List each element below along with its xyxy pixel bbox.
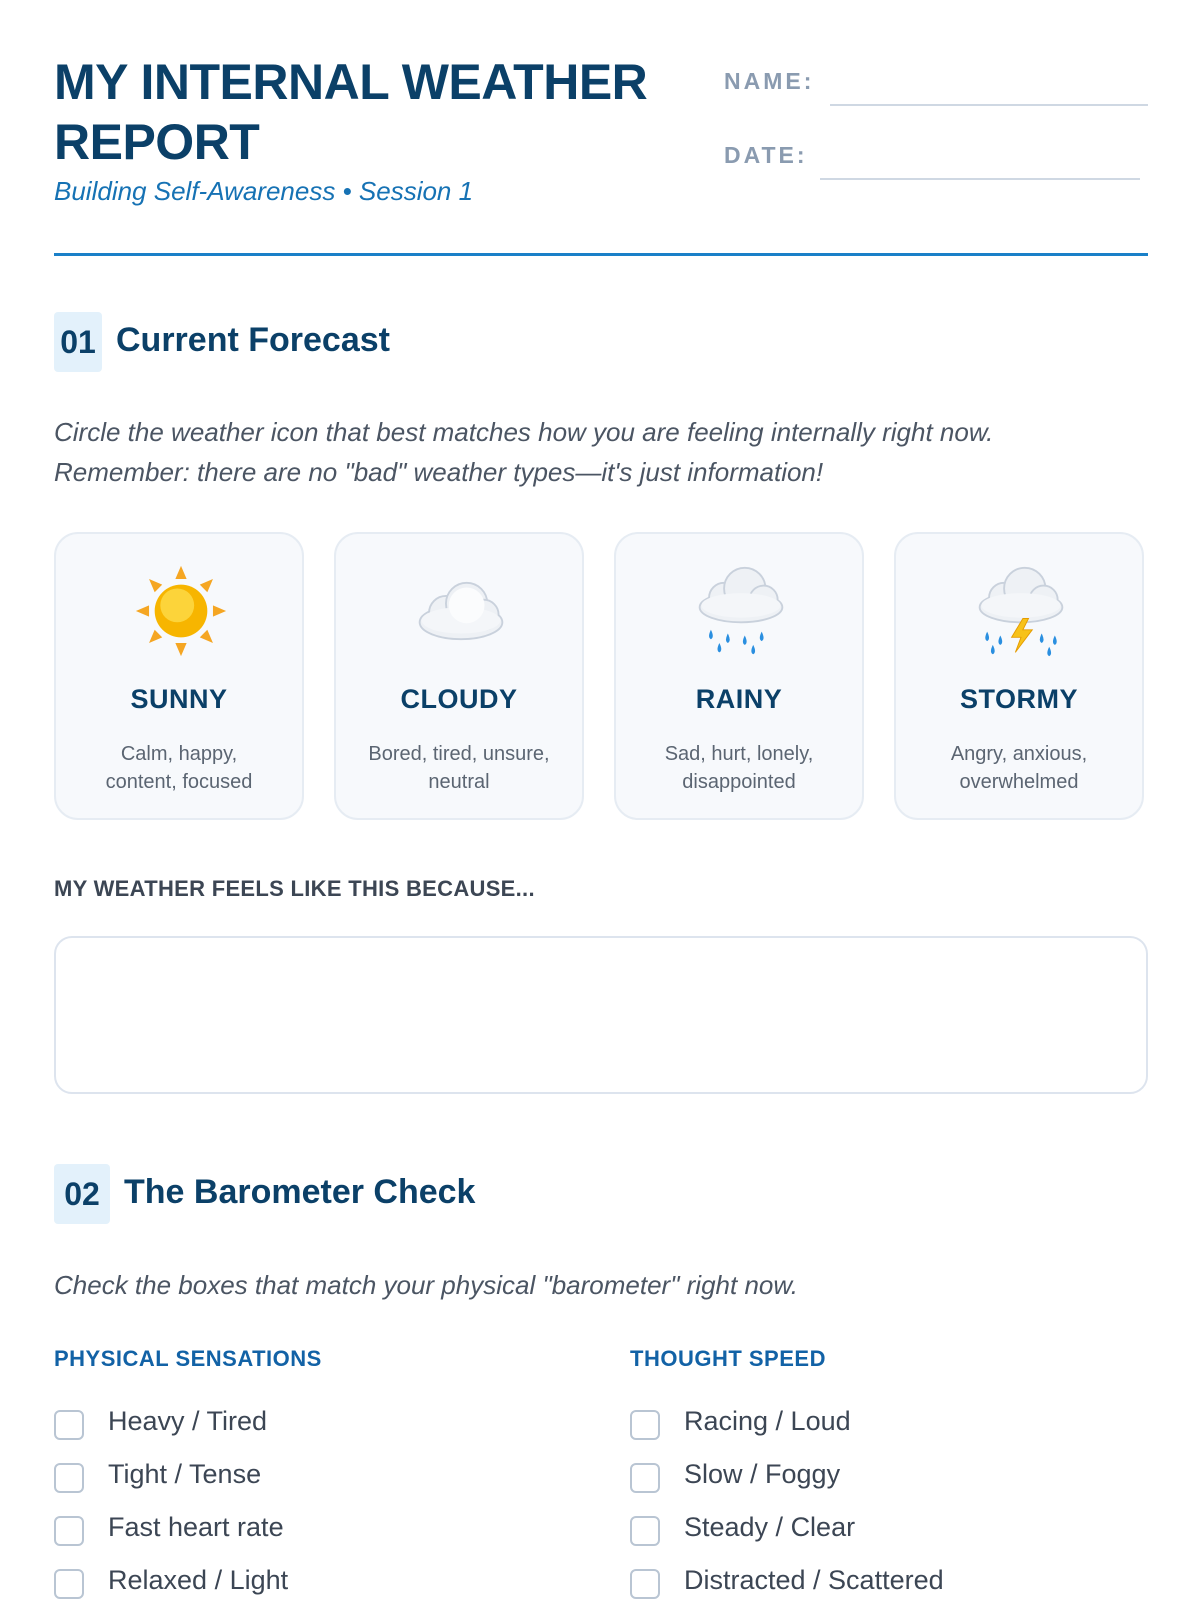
checkbox[interactable] bbox=[630, 1516, 660, 1546]
weather-desc-cloudy bbox=[354, 740, 564, 796]
weather-desc-cloudy-line-2: neutral bbox=[428, 771, 490, 793]
weather-desc-cloudy-line-1: Bored, tired, unsure, bbox=[368, 743, 550, 765]
weather-desc-sunny bbox=[74, 740, 284, 796]
checkbox[interactable] bbox=[54, 1569, 84, 1599]
checkbox[interactable] bbox=[54, 1463, 84, 1493]
weather-desc-sunny-line-2: content, focused bbox=[105, 771, 253, 793]
checkbox[interactable] bbox=[54, 1516, 84, 1546]
weather-name-sunny: SUNNY bbox=[130, 684, 228, 714]
weather-name-cloudy: CLOUDY bbox=[400, 684, 518, 714]
weather-name-rainy: RAINY bbox=[695, 684, 783, 714]
weather-desc-rainy bbox=[634, 740, 844, 796]
checkbox-label: Relaxed / Light bbox=[108, 1565, 289, 1595]
section-title-current-forecast: Current Forecast bbox=[116, 321, 390, 359]
checkbox[interactable] bbox=[630, 1569, 660, 1599]
weather-desc-stormy-line-2: overwhelmed bbox=[959, 771, 1079, 793]
checkbox-label: Steady / Clear bbox=[684, 1512, 856, 1542]
weather-name-stormy: STORMY bbox=[959, 684, 1078, 714]
weather-desc-rainy-line-2: disappointed bbox=[682, 771, 796, 793]
weather-card-rainy[interactable] bbox=[614, 532, 864, 820]
weather-card-stormy[interactable] bbox=[894, 532, 1144, 820]
header-divider bbox=[54, 253, 1148, 256]
because-label: MY WEATHER FEELS LIKE THIS BECAUSE... bbox=[54, 876, 535, 901]
weather-desc-rainy-line-1: Sad, hurt, lonely, bbox=[664, 743, 814, 765]
storm-cloud-icon bbox=[974, 564, 1068, 658]
weather-card-sunny[interactable] bbox=[54, 532, 304, 820]
barometer-instructions: Check the boxes that match your physical "barometer" right now. bbox=[54, 1270, 798, 1300]
title-line-2: REPORT bbox=[54, 114, 260, 170]
checkbox-label: Racing / Loud bbox=[684, 1406, 851, 1436]
title-line-1: MY INTERNAL WEATHER bbox=[54, 54, 648, 110]
forecast-instructions-line-2: Remember: there are no "bad" weather types—it's just information! bbox=[54, 457, 824, 487]
checkbox-label: Fast heart rate bbox=[108, 1512, 284, 1542]
page-title bbox=[54, 52, 714, 172]
cloud-icon bbox=[414, 564, 508, 658]
checkbox-label: Tight / Tense bbox=[108, 1459, 262, 1489]
because-textbox[interactable] bbox=[54, 936, 1148, 1094]
date-label: DATE: bbox=[724, 142, 808, 168]
sun-icon bbox=[134, 564, 228, 658]
checkbox-label: Slow / Foggy bbox=[684, 1459, 841, 1489]
physical-sensations-heading: PHYSICAL SENSATIONS bbox=[54, 1346, 322, 1371]
section-title-barometer-check: The Barometer Check bbox=[124, 1173, 476, 1211]
checkbox-label: Heavy / Tired bbox=[108, 1406, 268, 1436]
checkbox-label: Distracted / Scattered bbox=[684, 1565, 944, 1595]
date-field[interactable] bbox=[820, 178, 1140, 180]
weather-desc-stormy-line-1: Angry, anxious, bbox=[950, 743, 1088, 765]
section-number-01: 01 bbox=[54, 312, 102, 372]
rain-cloud-icon bbox=[694, 564, 788, 658]
thought-speed-heading: THOUGHT SPEED bbox=[630, 1346, 826, 1371]
forecast-instructions-line-1: Circle the weather icon that best matches how you are feeling internally right now. bbox=[54, 417, 994, 447]
name-label: NAME: bbox=[724, 68, 815, 94]
checkbox[interactable] bbox=[630, 1463, 660, 1493]
name-field[interactable] bbox=[830, 104, 1148, 106]
forecast-instructions bbox=[54, 412, 993, 492]
section-number-02: 02 bbox=[54, 1164, 110, 1224]
weather-card-cloudy[interactable] bbox=[334, 532, 584, 820]
weather-desc-sunny-line-1: Calm, happy, bbox=[120, 743, 238, 765]
weather-desc-stormy bbox=[914, 740, 1124, 796]
checkbox[interactable] bbox=[630, 1410, 660, 1440]
page-subtitle: Building Self-Awareness • Session 1 bbox=[54, 176, 474, 206]
checkbox[interactable] bbox=[54, 1410, 84, 1440]
